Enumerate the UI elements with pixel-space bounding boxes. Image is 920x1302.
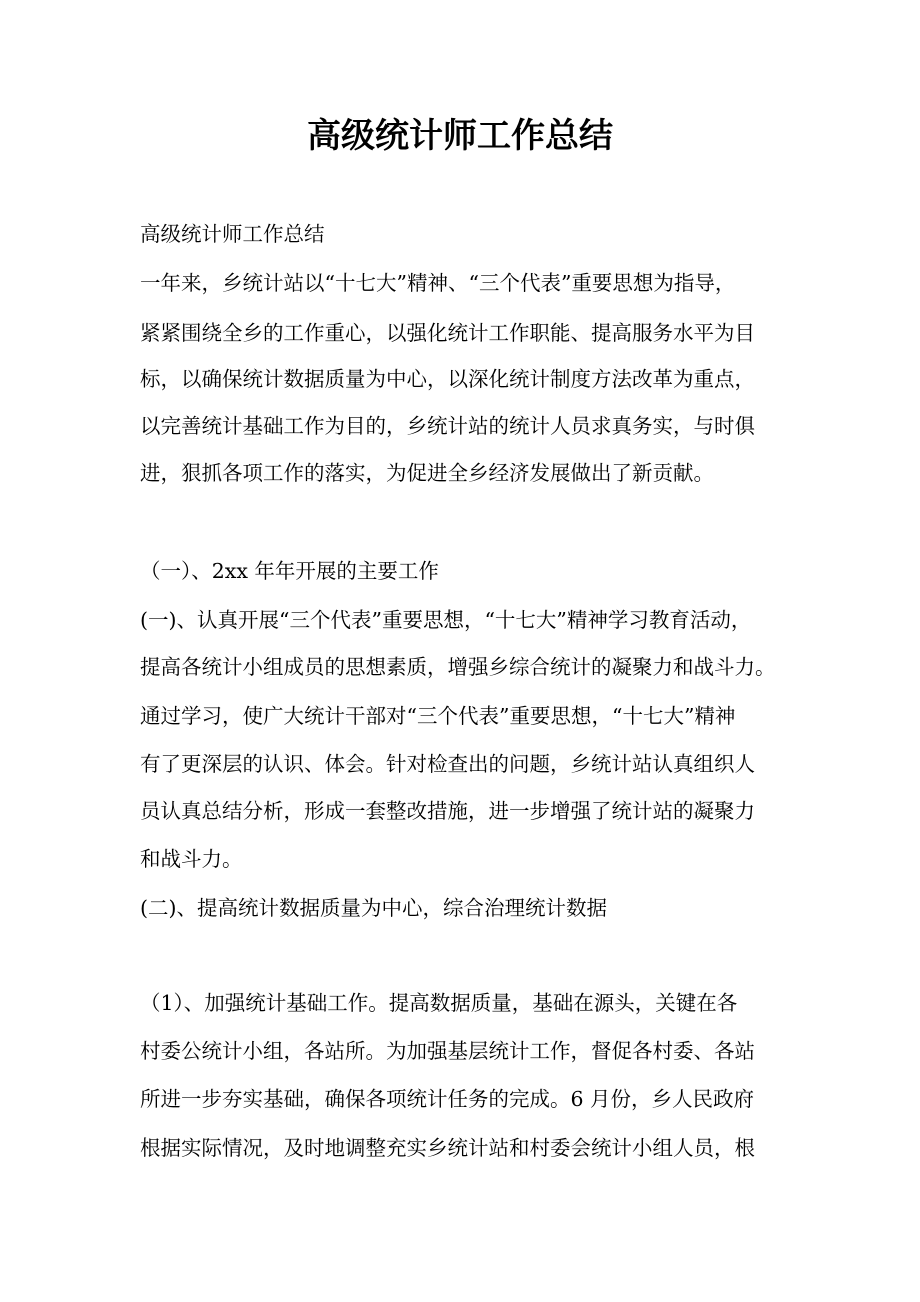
intro-line: 以完善统计基础工作为目的，乡统计站的统计人员求真务实，与时俱 xyxy=(140,414,755,438)
document-subtitle: 高级统计师工作总结 xyxy=(140,222,325,246)
item2-heading: (二)、提高统计数据质量为中心，综合治理统计数据 xyxy=(140,896,607,920)
document-title: 高级统计师工作总结 xyxy=(307,116,613,156)
sub1-line: 根据实际情况，及时地调整充实乡统计站和村委会统计小组人员，根 xyxy=(140,1136,755,1160)
sub1-line: （1）、加强统计基础工作。提高数据质量，基础在源头，关键在各 xyxy=(140,991,738,1015)
item1-body-line: 通过学习，使广大统计干部对“三个代表”重要思想，“十七大”精神 xyxy=(140,704,736,728)
item1-line: (一)、认真开展“三个代表”重要思想，“十七大”精神学习教育活动， xyxy=(140,608,752,632)
intro-line: 标，以确保统计数据质量为中心，以深化统计制度方法改革为重点， xyxy=(140,367,755,391)
item1-body-line: 有了更深层的认识、体会。针对检查出的问题，乡统计站认真组织人 xyxy=(140,752,755,776)
item1-line: 提高各统计小组成员的思想素质，增强乡综合统计的凝聚力和战斗力。 xyxy=(140,655,776,679)
sub1-line: 所进一步夯实基础，确保各项统计任务的完成。6 月份，乡人民政府 xyxy=(140,1087,755,1111)
item1-body-line: 员认真总结分析，形成一套整改措施，进一步增强了统计站的凝聚力 xyxy=(140,799,755,823)
intro-line: 紧紧围绕全乡的工作重心，以强化统计工作职能、提高服务水平为目 xyxy=(140,321,755,345)
section-heading: （一）、2xx 年年开展的主要工作 xyxy=(140,559,439,583)
item1-body-line: 和战斗力。 xyxy=(140,847,243,871)
intro-line: 进，狠抓各项工作的落实，为促进全乡经济发展做出了新贡献。 xyxy=(140,461,714,485)
intro-line: 一年来，乡统计站以“十七大”精神、“三个代表”重要思想为指导， xyxy=(140,271,736,295)
sub1-line: 村委公统计小组，各站所。为加强基层统计工作，督促各村委、各站 xyxy=(140,1039,755,1063)
